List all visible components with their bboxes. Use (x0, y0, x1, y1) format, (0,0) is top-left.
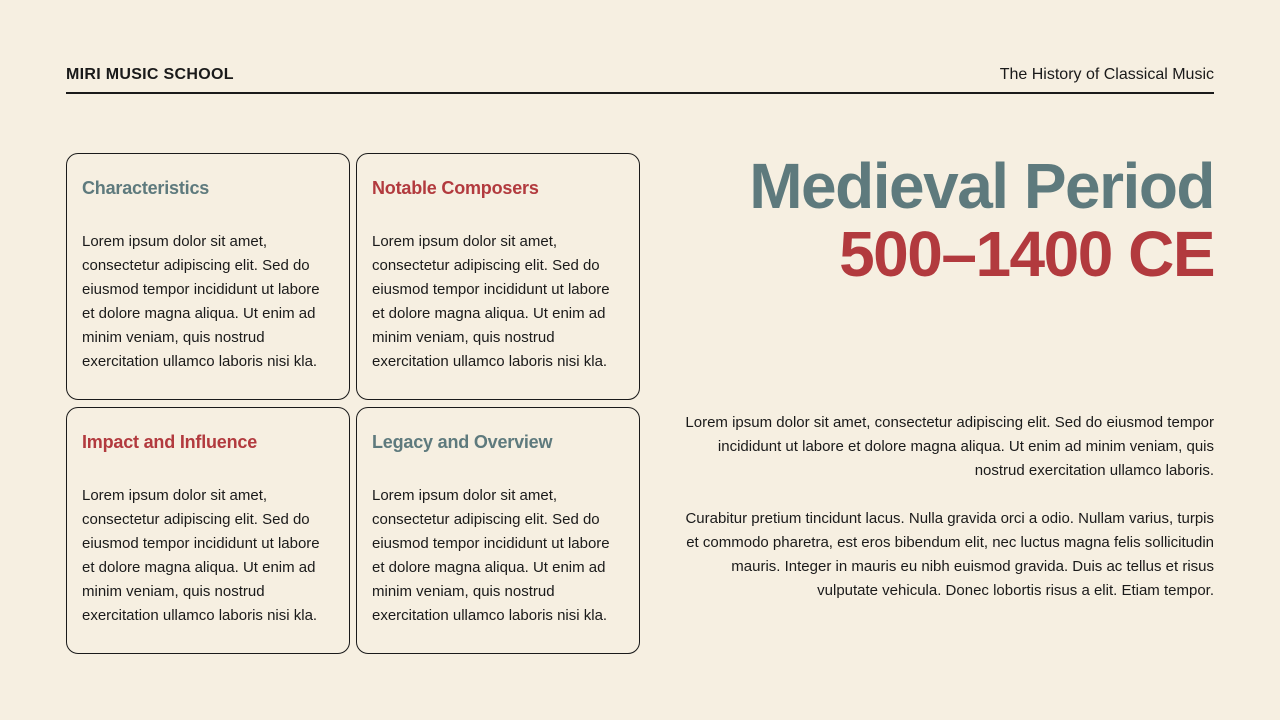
period-dates: 500–1400 CE (839, 218, 1214, 290)
card-title: Notable Composers (372, 178, 539, 198)
presentation-title: The History of Classical Music (999, 66, 1214, 83)
period-title-block (749, 152, 1214, 288)
card-body: Lorem ipsum dolor sit amet, consectetur adipiscing elit. Sed do eiusmod tempor incididunt ut labore et dolore magna aliqua. Ut enim ad minim veniam, quis nostrud exercitation ullamco laboris nisi kla. (82, 233, 320, 370)
period-name: Medieval Period (749, 150, 1214, 222)
description-paragraph-2: Curabitur pretium tincidunt lacus. Nulla gravida orci a odio. Nullam varius, turpis et commodo pharetra, est eros bibendum elit, nec luctus magna felis sollicitudin mauris. Integer in mauris eu nibh euismod gravida. Duis ac tellus et risus vulputate vehicula. Donec lobortis risus a elit. Etiam tempor. (685, 510, 1214, 599)
description-paragraph-1: Lorem ipsum dolor sit amet, consectetur adipiscing elit. Sed do eiusmod tempor incididunt ut labore et dolore magna aliqua. Ut enim ad minim veniam, quis nostrud exercitation ullamco laboris. (685, 414, 1214, 479)
description-block (684, 411, 1214, 603)
header-bar (66, 64, 1214, 94)
card-title: Characteristics (82, 178, 210, 198)
card-characteristics (66, 153, 350, 400)
card-body: Lorem ipsum dolor sit amet, consectetur adipiscing elit. Sed do eiusmod tempor incididunt ut labore et dolore magna aliqua. Ut enim ad minim veniam, quis nostrud exercitation ullamco laboris nisi kla. (372, 233, 610, 370)
card-body: Lorem ipsum dolor sit amet, consectetur adipiscing elit. Sed do eiusmod tempor incididunt ut labore et dolore magna aliqua. Ut enim ad minim veniam, quis nostrud exercitation ullamco laboris nisi kla. (82, 487, 320, 624)
school-brand: MIRI MUSIC SCHOOL (66, 66, 234, 83)
card-title: Legacy and Overview (372, 432, 553, 452)
card-body: Lorem ipsum dolor sit amet, consectetur adipiscing elit. Sed do eiusmod tempor incididunt ut labore et dolore magna aliqua. Ut enim ad minim veniam, quis nostrud exercitation ullamco laboris nisi kla. (372, 487, 610, 624)
card-notable-composers (356, 153, 640, 400)
card-impact-influence (66, 407, 350, 654)
card-legacy-overview (356, 407, 640, 654)
card-title: Impact and Influence (82, 432, 258, 452)
